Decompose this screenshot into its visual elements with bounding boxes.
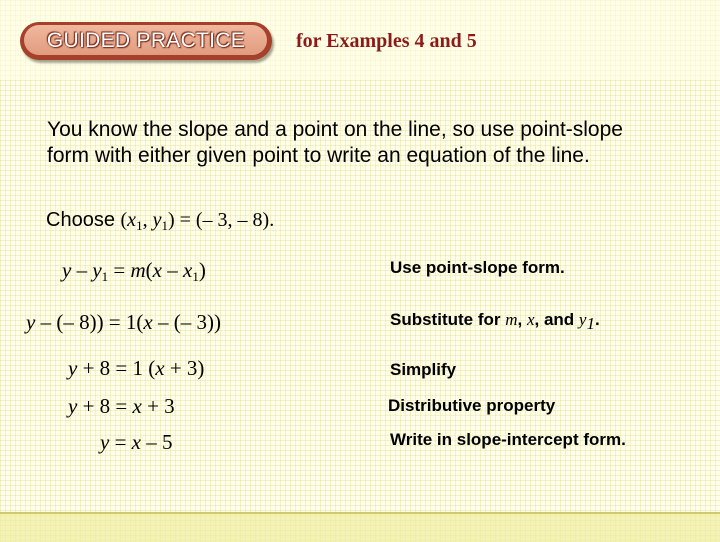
guided-practice-badge <box>20 22 272 60</box>
badge-label: GUIDED PRACTICE <box>46 29 246 52</box>
equation-step-2: y – (– 8)) = 1(x – (– 3)) <box>26 310 221 334</box>
equation-step-1: $y - y_1 = m(x - x_1)$ <box>62 258 206 284</box>
intro-text: You know the slope and a point on the line, so use point-slope form with either given point to write an equation of the line. <box>47 118 623 167</box>
equation-step-5: y = x – 5 <box>100 430 173 454</box>
note-step-5: Write in slope-intercept form. <box>390 430 626 449</box>
note-step-2: Substitute for m, x, and $y_1$. <box>390 310 600 333</box>
note-step-4: Distributive property <box>388 396 556 415</box>
equation-step-4: y + 8 = x + 3 <box>68 394 175 418</box>
subtitle: for Examples 4 and 5 <box>296 30 477 52</box>
choose-line <box>46 209 274 232</box>
note-step-1: Use point-slope form. <box>390 258 565 277</box>
choose-label: Choose <box>46 209 115 231</box>
note-step-3: Simplify <box>390 360 457 379</box>
footer-band <box>0 512 720 542</box>
choose-point: ($x_1$, $y_1$) = (– 3, – 8). <box>120 209 275 233</box>
equation-step-3: y + 8 = 1 (x + 3) <box>68 356 205 380</box>
